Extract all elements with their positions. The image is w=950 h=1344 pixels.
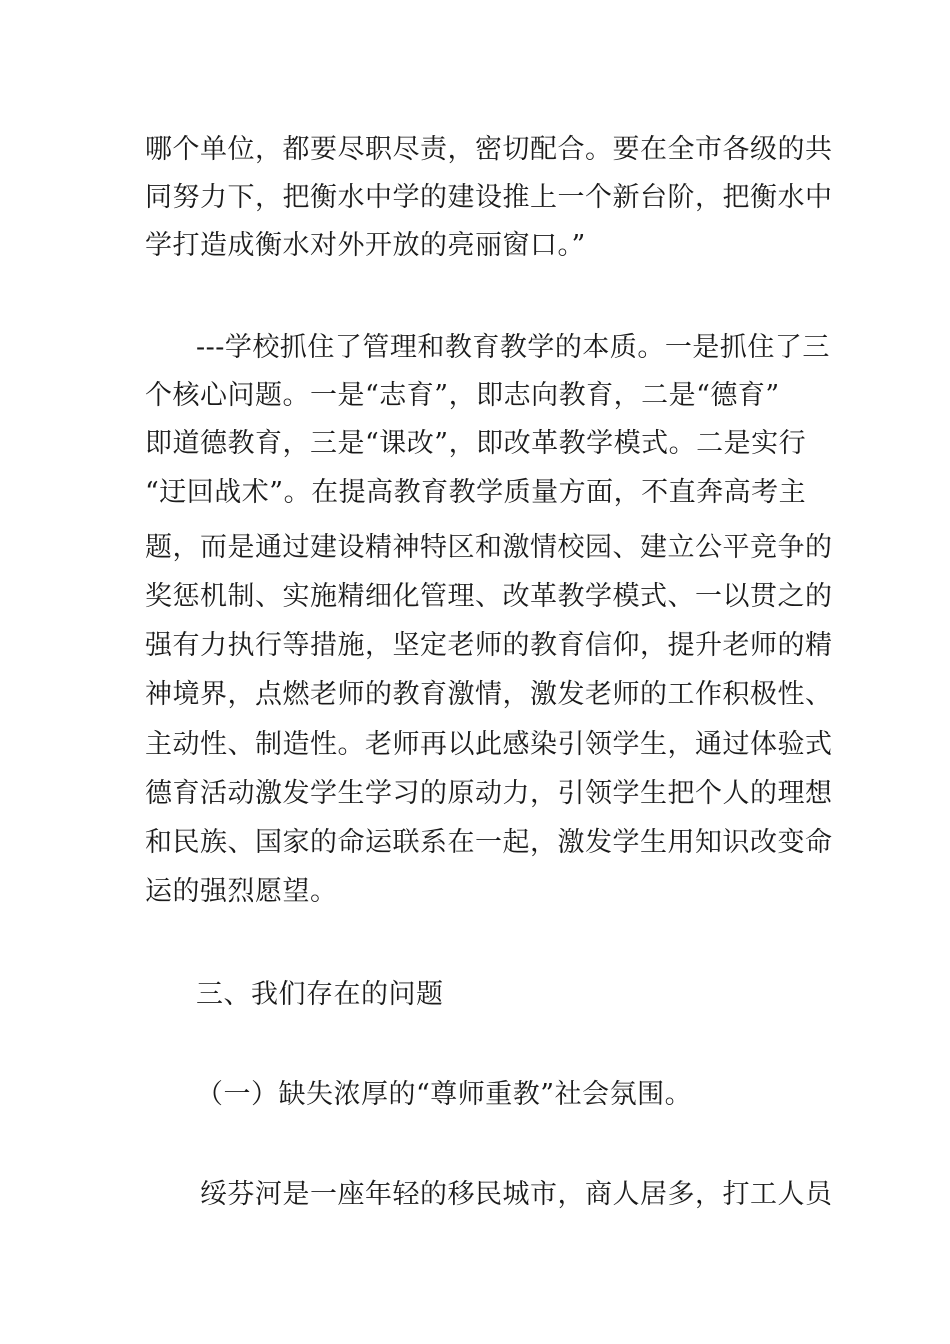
para2-line-5: 题，而是通过建设精神特区和激情校园、建立公平竞争的 — [145, 532, 833, 563]
para2-line-9: 主动性、制造性。老师再以此感染引领学生，通过体验式 — [145, 729, 833, 760]
para2-line-12: 运的强烈愿望。 — [145, 876, 338, 907]
para1-line-3: 学打造成衡水对外开放的亮丽窗口。” — [145, 230, 586, 261]
para2-line-8: 神境界，点燃老师的教育激情，激发老师的工作积极性、 — [145, 679, 833, 710]
para2-line-11: 和民族、国家的命运联系在一起，激发学生用知识改变命 — [145, 827, 833, 858]
para2-line-1: ---学校抓住了管理和教育教学的本质。一是抓住了三 — [196, 332, 830, 363]
para3-line-1: 绥芬河是一座年轻的移民城市，商人居多，打工人员 — [200, 1179, 833, 1210]
para2-line-2: 个核心问题。一是“志育”，即志向教育，二是“德育” — [145, 380, 780, 411]
para2-line-4: “迂回战术”。在提高教育教学质量方面，不直奔高考主 — [145, 477, 807, 508]
para2-line-3: 即道德教育，三是“课改”，即改革教学模式。二是实行 — [145, 428, 807, 459]
subheading-1: （一）缺失浓厚的“尊师重教”社会氛围。 — [196, 1079, 693, 1110]
para2-line-7: 强有力执行等措施，坚定老师的教育信仰，提升老师的精 — [145, 630, 833, 661]
section-heading-3: 三、我们存在的问题 — [196, 979, 444, 1010]
para1-line-1: 哪个单位，都要尽职尽责，密切配合。要在全市各级的共 — [145, 134, 833, 165]
para2-line-10: 德育活动激发学生学习的原动力，引领学生把个人的理想 — [145, 778, 833, 809]
para1-line-2: 同努力下，把衡水中学的建设推上一个新台阶，把衡水中 — [145, 182, 833, 213]
para2-line-6: 奖惩机制、实施精细化管理、改革教学模式、一以贯之的 — [145, 581, 833, 612]
